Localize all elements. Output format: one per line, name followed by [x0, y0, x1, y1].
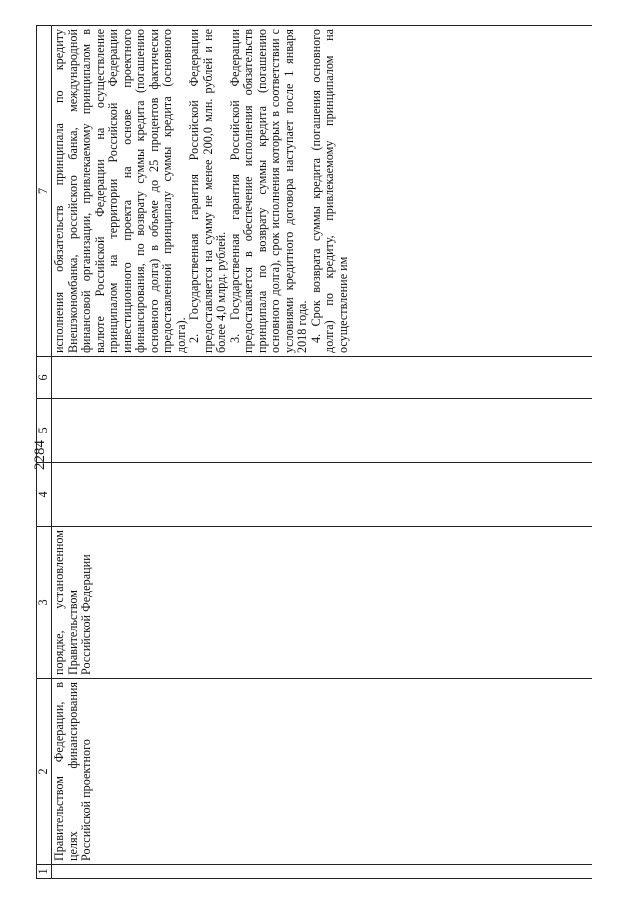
column-header-6: 6 — [37, 357, 52, 399]
column-header-2: 2 — [37, 679, 52, 865]
table-header-row — [37, 26, 52, 879]
cell-col1 — [52, 865, 592, 879]
paragraph: исполнения обязательств принципала по кредиту Внешэкономбанка, российского банка, международной финансовой организации, привлекаемому принципалом в валюте Российской Федерации на осуществление принципалом на территории Российской Федерации инвестиционного проекта на основе проектного финансирования, по возврату суммы кредита (погашению основного долга) в объеме до 25 процентов фактически предоставленной принципалу суммы кредита (основного долга). — [52, 29, 188, 353]
cell-col7 — [52, 26, 592, 357]
column-header-7: 7 — [37, 26, 52, 357]
cell-col3: порядке, установленном Правительством Российской Федерации — [52, 527, 592, 679]
column-header-5: 5 — [37, 399, 52, 463]
paragraph: 2. Государственная гарантия Российской Федерации предоставляется на сумму не менее 200,0 млн. рублей и не более 4,0 млрд. рублей. — [187, 29, 228, 353]
page-number: 2284 — [32, 440, 48, 470]
cell-col6 — [52, 357, 592, 399]
cell-col4 — [52, 463, 592, 527]
paragraph: 4. Срок возврата суммы кредита (погашения основного долга) по кредиту, привлекаемому принципалом на осуществление им — [308, 29, 350, 353]
document-table — [36, 25, 592, 879]
column-header-4: 4 — [37, 463, 52, 527]
table-row — [52, 26, 592, 879]
column-header-1: 1 — [37, 865, 52, 879]
cell-col5 — [52, 399, 592, 463]
column-header-3: 3 — [37, 527, 52, 679]
cell-col2: Правительством Федерации, в целях финансирования Российской проектного — [52, 679, 592, 865]
paragraph: 3. Государственная гарантия Российской Федерации предоставляется в обеспечение исполнения обязательств принципала по возврату суммы кредита (погашению основного долга), срок исполнения которых в соответствии с условиями кредитного договора наступает после 1 января 2018 года. — [227, 29, 309, 353]
